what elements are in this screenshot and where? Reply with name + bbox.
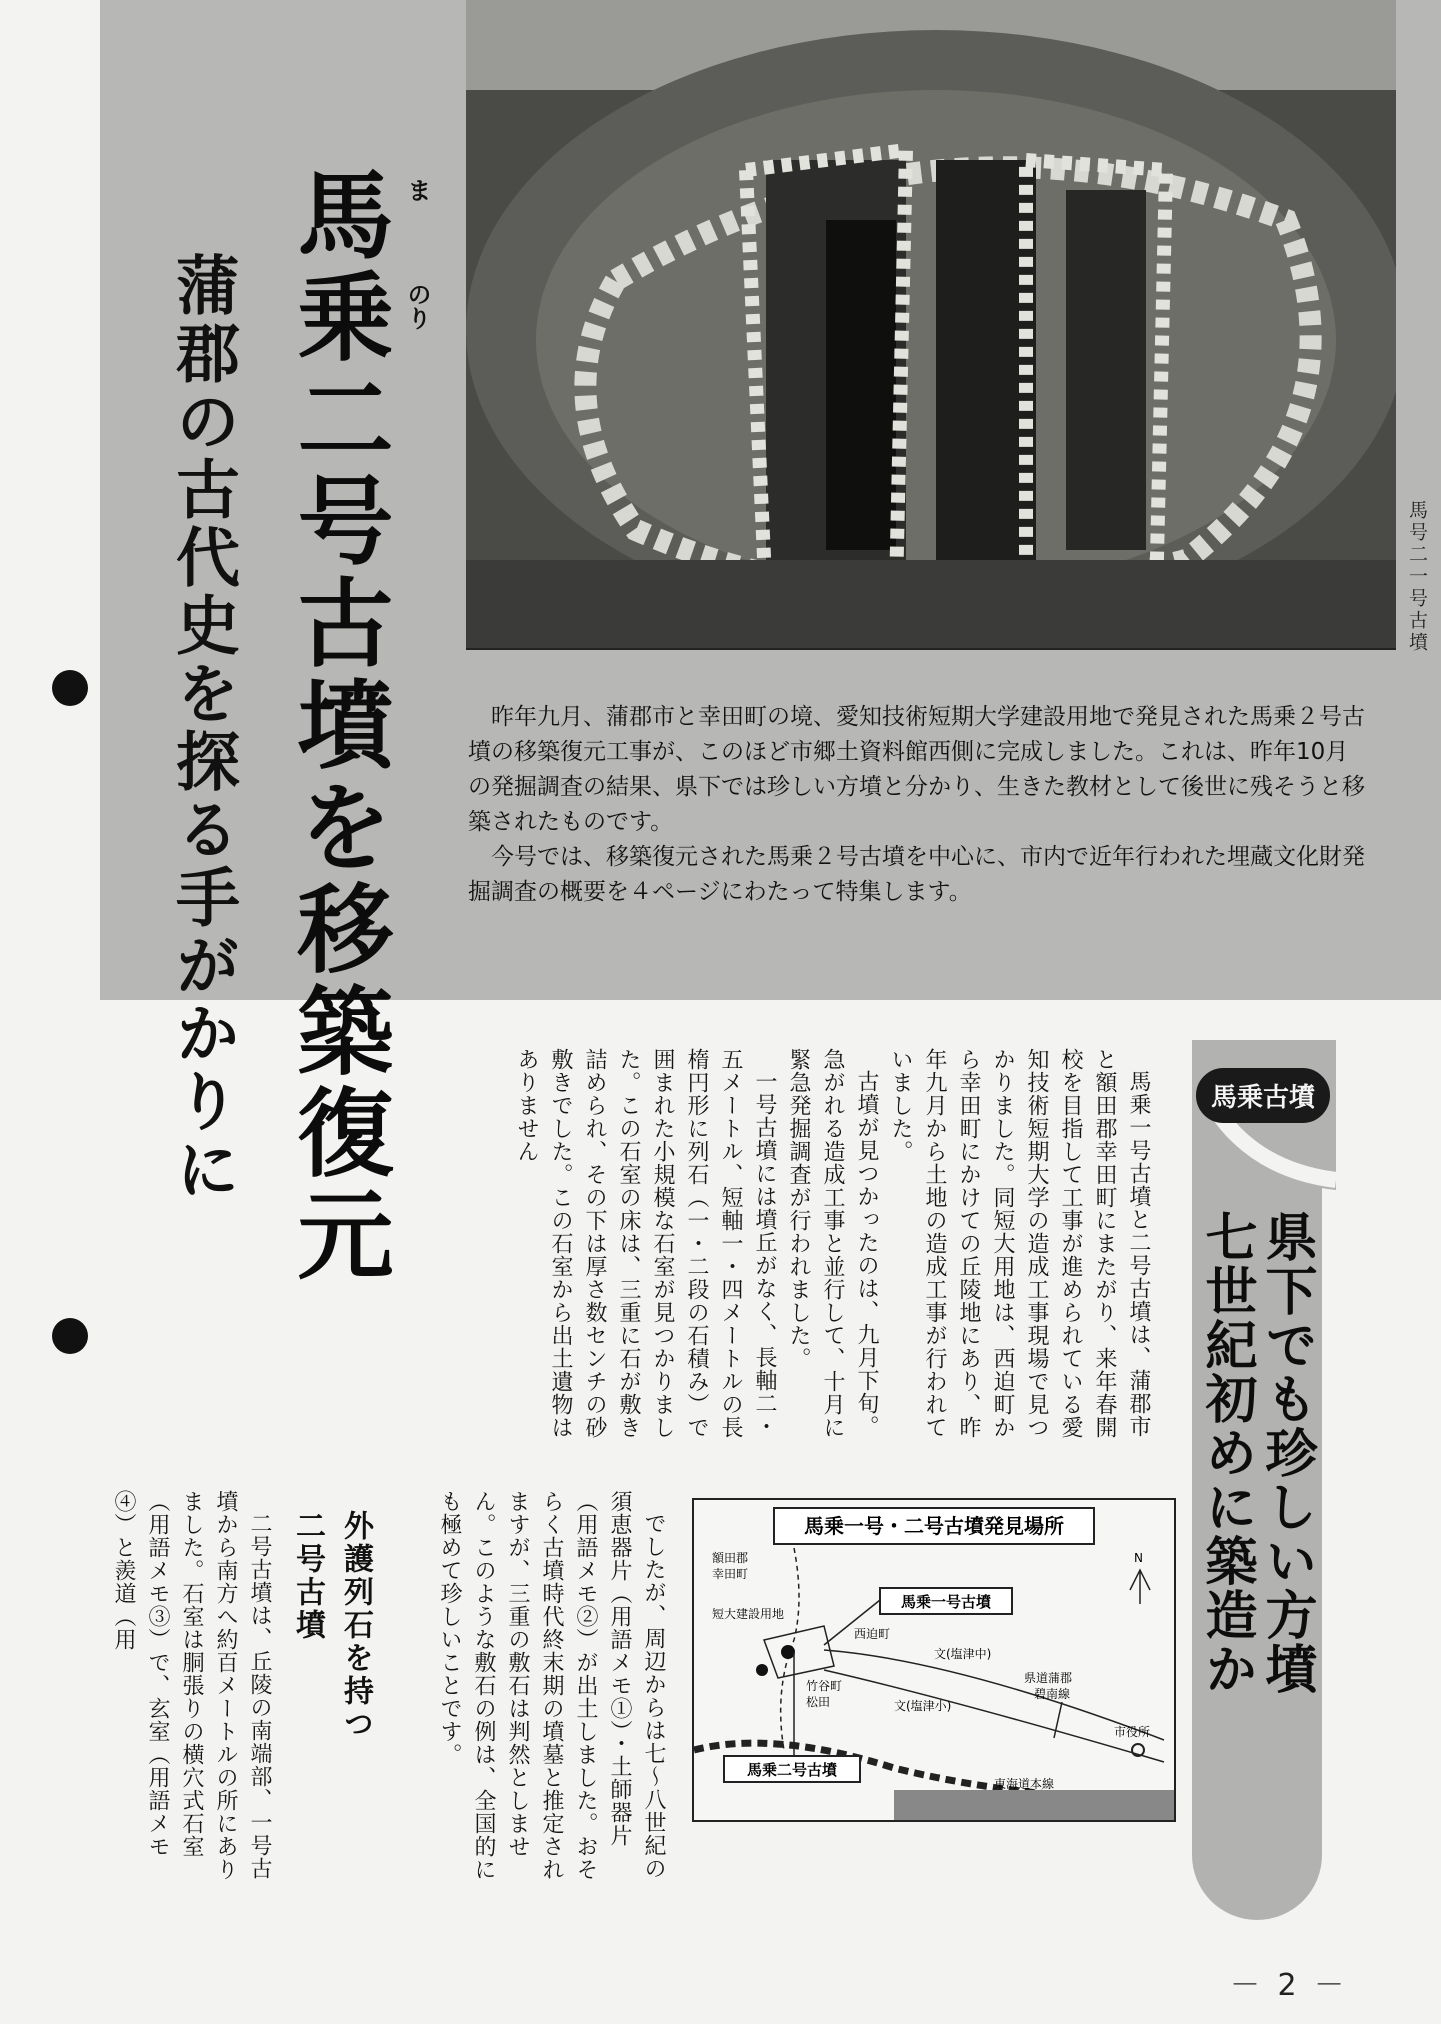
map-kofun1-marker [781, 1645, 795, 1659]
map-label-kofun1: 馬乗一号古墳 [900, 1593, 992, 1611]
binder-hole-icon [52, 670, 88, 706]
map-sea [894, 1790, 1174, 1820]
body-text: 古墳が見つかったのは、九月下旬。急がれる造成工事と並行して、十月に緊急発掘調査が行われました。 [786, 1048, 879, 1439]
lead-text-1: 昨年九月、蒲郡市と幸田町の境、愛知技術短期大学建設用地で発見された馬乗２号古墳の移築復元工事が、このほど市郷土資料館西側に完成しました。これは、昨年10月の発掘調査の結果、県下では珍しい方墳と分かり、生きた教材として後世に残そうと移築されたものです。 [468, 704, 1365, 835]
map-label-shiotsu-chu: 文(塩津中) [934, 1647, 992, 1661]
body-text: でしたが、周辺からは七～八世紀の須恵器片（用語メモ①）・土師器片（用語メモ②）が出土しました。おそらく古墳時代終末期の墳墓と推定されますが、三重の敷石は判然としません。このような敷石の例は、全国的にも極めて珍しいことです。 [437, 1490, 666, 1881]
map-label-shiyakusho: 市役所 [1114, 1725, 1151, 1739]
body-text: 一号古墳には墳丘がなく、長軸二・五メートル、短軸一・四メートルの長楕円形に列石（一・二段の石積み）で囲まれた小規模な石室が見つかりました。この石室の床は、三重に石が敷き詰められ、その下は厚さ数センチの砂敷きでした。この石室から出土遺物はありません [514, 1048, 777, 1439]
map-label-takenoya: 竹谷町 [806, 1679, 843, 1693]
feature-headline-1: 県下でも珍しい方墳 [1256, 1210, 1316, 1696]
map-label-nukata: 額田郡 [712, 1551, 749, 1565]
headline-ruby-nori: のり [403, 282, 431, 330]
location-map [692, 1498, 1176, 1822]
lead-paragraph [468, 700, 1368, 910]
lead-text-2: 今号では、移築復元された馬乗２号古墳を中心に、市内で近年行われた埋蔵文化財発掘調査の概要を４ページにわたって特集します。 [468, 844, 1365, 905]
photo-caption: 馬号二一号古墳 [1406, 500, 1428, 654]
excavation-photo [466, 0, 1396, 650]
feature-headline-2: 七世紀初めに築造か [1196, 1210, 1256, 1696]
map-label-north: N [1134, 1551, 1143, 1565]
subheading-2: 二号古墳 [290, 1510, 325, 1642]
feature-label: 馬乗古墳 [1196, 1068, 1330, 1123]
north-arrow-icon [1130, 1570, 1150, 1604]
map-site-area [764, 1626, 834, 1678]
headline-ruby-ma: ま [403, 178, 431, 202]
page-number: － 2 － [1230, 1968, 1349, 2003]
map-label-kota: 幸田町 [712, 1567, 749, 1581]
map-label-kendo-2: 碧南線 [1034, 1687, 1071, 1701]
body-text: 馬乗一号古墳と二号古墳は、蒲郡市と額田郡幸田町にまたがり、来年春開校を目指して工事が進められている愛知技術短期大学の造成工事現場で見つかりました。同短大用地は、西迫町から幸田町にかけての丘陵地にあり、昨年九月から土地の造成工事が行われていました。 [888, 1048, 1151, 1439]
subheading-1: 外護列石を持つ [338, 1510, 373, 1741]
map-label-matsuda: 松田 [806, 1695, 831, 1709]
map-label-tanki: 短大建設用地 [712, 1607, 785, 1621]
map-label-kofun2: 馬乗二号古墳 [746, 1761, 838, 1779]
body-column-1 [475, 1048, 1155, 1453]
map-label-kendo-1: 県道蒲郡 [1024, 1671, 1073, 1685]
body-column-2 [420, 1490, 670, 1890]
map-label-shiotsu-sho: 文(塩津小) [894, 1699, 952, 1713]
map-label-nishisako: 西迫町 [854, 1627, 891, 1641]
map-road-lower [824, 1670, 1164, 1762]
map-kofun2-marker [756, 1664, 768, 1676]
headline-main: 馬乗二号古墳を移築復元 [282, 165, 394, 1287]
map-road-upper [824, 1650, 1164, 1740]
map-label-tokaido: 東海道本線 [994, 1777, 1055, 1791]
headline-sub: 蒲郡の古代史を探る手がかりに [165, 252, 239, 1204]
body-text: 二号古墳は、丘陵の南端部、一号古墳から南方へ約百メートルの所にありました。石室は胴張りの横穴式石室（用語メモ③）で、玄室（用語メモ④）と羨道（用 [111, 1490, 272, 1881]
body-column-3 [106, 1490, 276, 1890]
map-title: 馬乗一号・二号古墳発見場所 [804, 1514, 1064, 1538]
binder-hole-icon [52, 1318, 88, 1354]
